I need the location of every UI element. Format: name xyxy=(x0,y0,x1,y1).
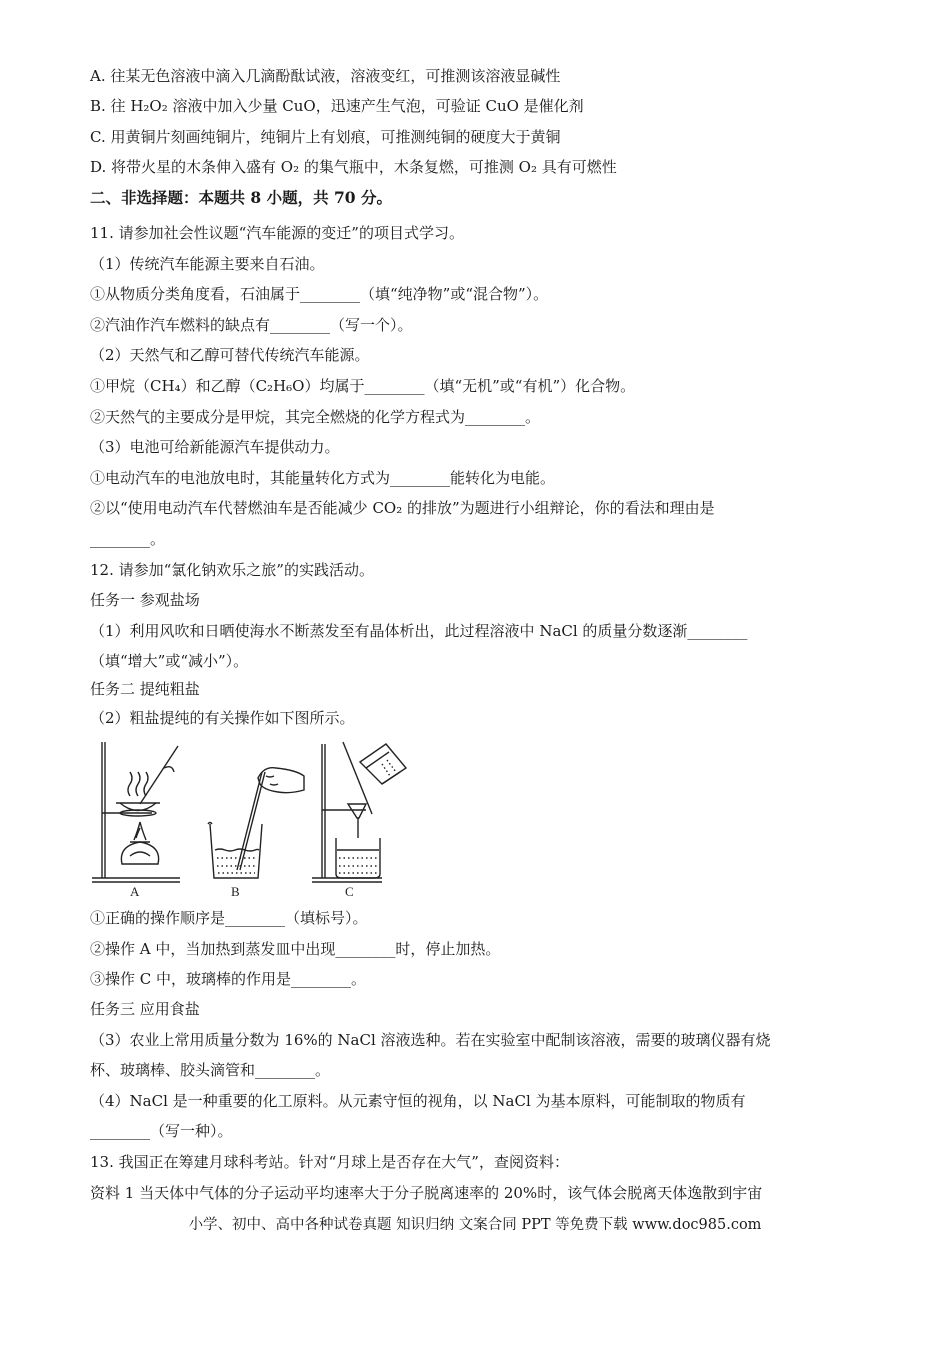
text-line: ①电动汽车的电池放电时，其能量转化方式为________能转化为电能。 xyxy=(90,469,556,487)
apparatus-c-filtration xyxy=(312,742,406,882)
text-line: A. 往某无色溶液中滴入几滴酚酞试液，溶液变红，可推测该溶液显碱性 xyxy=(90,67,561,85)
figure-label-c: C xyxy=(345,884,354,898)
text-line: 二、非选择题：本题共 8 小题，共 70 分。 xyxy=(90,188,392,207)
text-line: ③操作 C 中，玻璃棒的作用是________。 xyxy=(90,970,367,988)
text-line: ②操作 A 中，当加热到蒸发皿中出现________时，停止加热。 xyxy=(90,940,501,958)
text-line: 任务一 参观盐场 xyxy=(90,591,200,609)
text-line: C. 用黄铜片刻画纯铜片，纯铜片上有划痕，可推测纯铜的硬度大于黄铜 xyxy=(90,128,561,146)
text-line: B. 往 H₂O₂ 溶液中加入少量 CuO，迅速产生气泡，可验证 CuO 是催化剂 xyxy=(90,97,584,115)
apparatus-b-dissolving xyxy=(208,768,304,878)
text-line: （1）利用风吹和日晒使海水不断蒸发至有晶体析出，此过程溶液中 NaCl 的质量分数逐渐________ xyxy=(90,622,748,640)
text-line: （1）传统汽车能源主要来自石油。 xyxy=(90,255,325,273)
text-line: （2）粗盐提纯的有关操作如下图所示。 xyxy=(90,709,355,727)
figure-label-a: A xyxy=(130,884,140,898)
text-line: ②天然气的主要成分是甲烷，其完全燃烧的化学方程式为________。 xyxy=(90,408,541,426)
text-line: 11. 请参加社会性议题“汽车能源的变迁”的项目式学习。 xyxy=(90,224,464,242)
text-line: （填“增大”或“减小”）。 xyxy=(90,652,249,670)
figure-label-b: B xyxy=(231,884,240,898)
text-line: （4）NaCl 是一种重要的化工原料。从元素守恒的视角，以 NaCl 为基本原料，可能制取的物质有 xyxy=(90,1092,746,1110)
text-line: ________。 xyxy=(90,530,166,548)
text-line: 12. 请参加“氯化钠欢乐之旅”的实践活动。 xyxy=(90,561,374,579)
text-line: ①甲烷（CH₄）和乙醇（C₂H₆O）均属于________（填“无机”或“有机”）化合物。 xyxy=(90,377,636,395)
text-line: （3）农业上常用质量分数为 16%的 NaCl 溶液选种。若在实验室中配制该溶液，需要的玻璃仪器有烧 xyxy=(90,1031,771,1049)
text-line: 杯、玻璃棒、胶头滴管和________。 xyxy=(90,1061,331,1079)
text-line: ①从物质分类角度看，石油属于________（填“纯净物”或“混合物”）。 xyxy=(90,285,549,303)
text-line: ________（写一种）。 xyxy=(90,1122,233,1140)
text-line: 任务二 提纯粗盐 xyxy=(90,680,200,698)
text-line: ①正确的操作顺序是________（填标号）。 xyxy=(90,909,368,927)
apparatus-a-evaporation xyxy=(92,742,180,882)
text-line: 资料 1 当天体中气体的分子运动平均速率大于分子脱离速率的 20%时，该气体会脱离天体逸散到宇宙 xyxy=(90,1184,763,1202)
text-line: （2）天然气和乙醇可替代传统汽车能源。 xyxy=(90,346,370,364)
text-line: ②汽油作汽车燃料的缺点有________（写一个）。 xyxy=(90,316,413,334)
text-line: D. 将带火星的木条伸入盛有 O₂ 的集气瓶中，木条复燃，可推测 O₂ 具有可燃性 xyxy=(90,158,617,176)
text-line: ②以“使用电动汽车代替燃油车是否能减少 CO₂ 的排放”为题进行小组辩论，你的看法和理由是 xyxy=(90,499,715,517)
text-line: 任务三 应用食盐 xyxy=(90,1000,200,1018)
text-line: （3）电池可给新能源汽车提供动力。 xyxy=(90,438,340,456)
salt-purification-figure xyxy=(90,738,420,898)
page-footer: 小学、初中、高中各种试卷真题 知识归纳 文案合同 PPT 等免费下载 www.doc985.com xyxy=(188,1217,762,1233)
text-line: 13. 我国正在筹建月球科考站。针对“月球上是否存在大气”，查阅资料： xyxy=(90,1153,569,1171)
